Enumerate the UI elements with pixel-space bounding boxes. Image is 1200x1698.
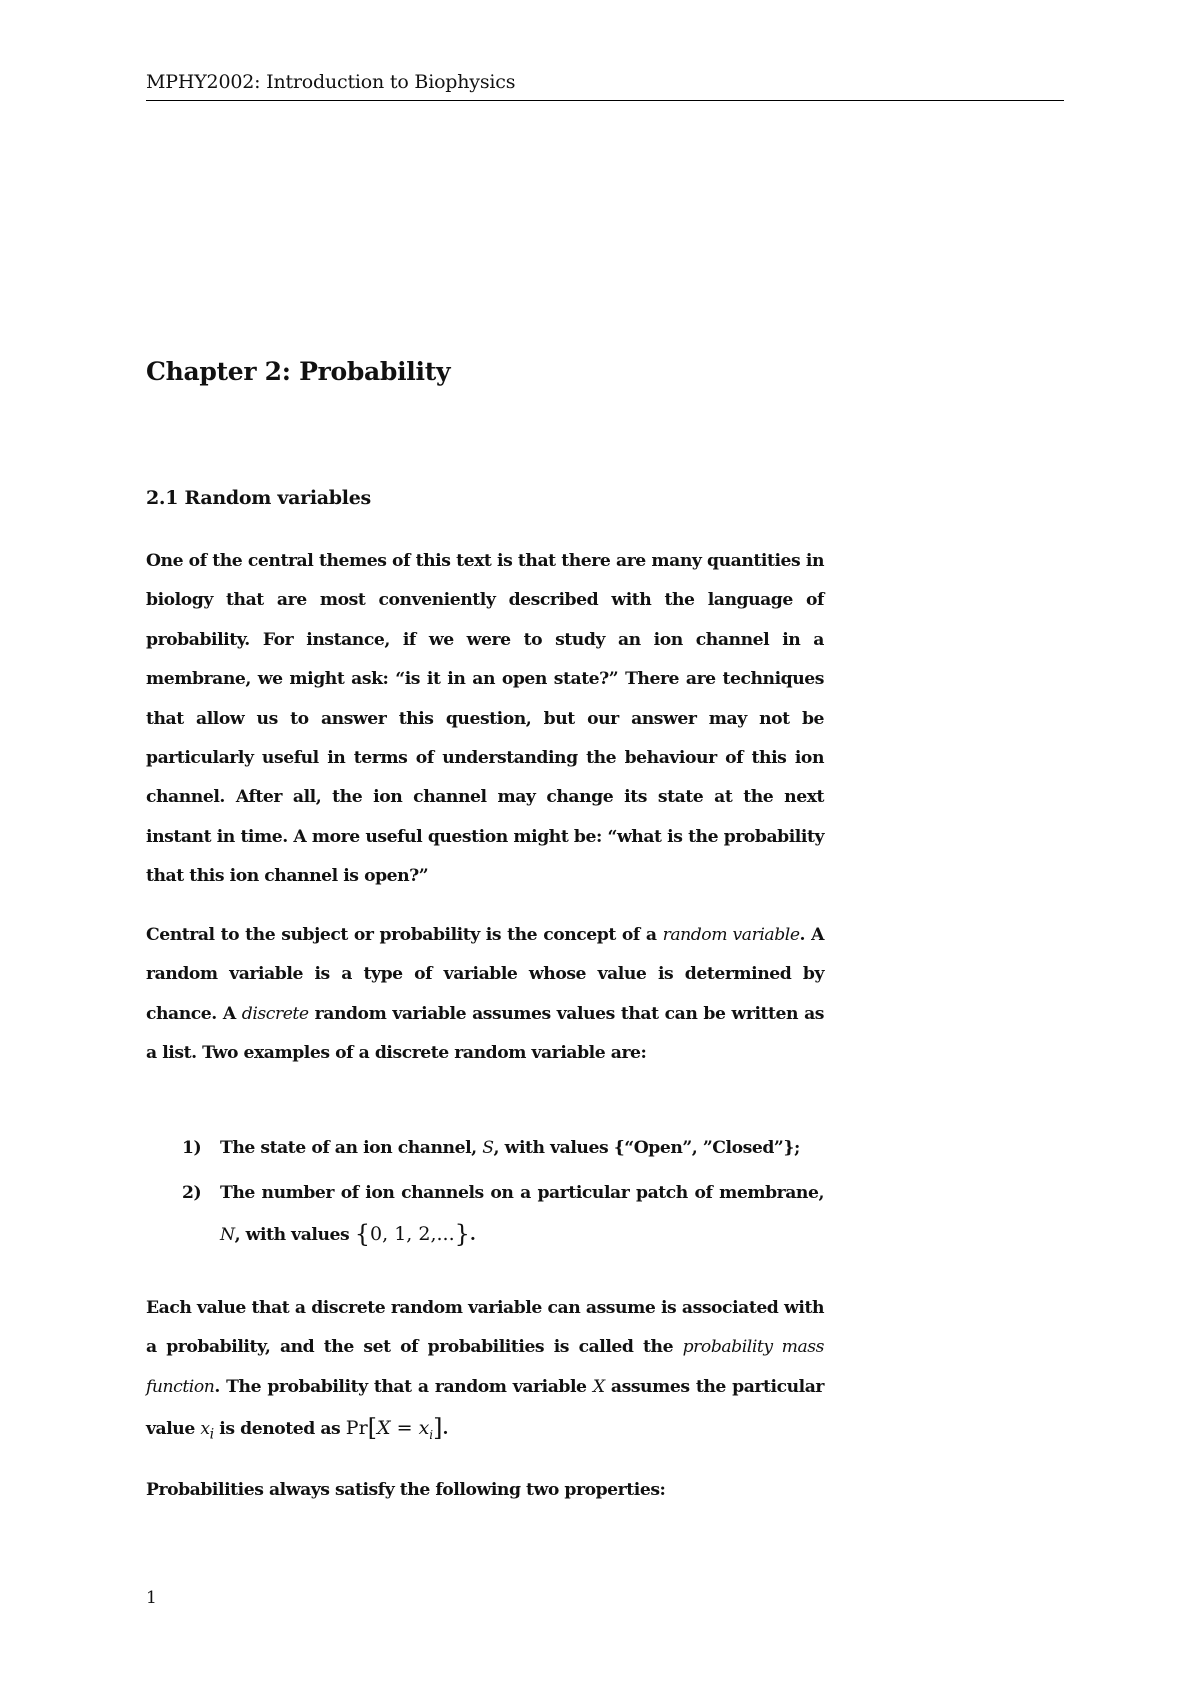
text-run: . The probability that a random variable xyxy=(214,1376,593,1397)
examples-list xyxy=(146,1136,824,1256)
text-run: The state of an ion channel, xyxy=(220,1138,483,1158)
text-run: is denoted as xyxy=(213,1419,346,1440)
text-run: The number of ion channels on a particular patch of membrane, xyxy=(220,1183,824,1203)
text-run: assumes the particular value xyxy=(146,1376,824,1440)
text-run: . xyxy=(469,1225,476,1246)
variable-symbol: x xyxy=(200,1419,210,1440)
subscript-symbol: i xyxy=(209,1426,214,1443)
list-item xyxy=(146,1174,824,1256)
text-run: , with values {“Open”, ”Closed”}; xyxy=(493,1138,800,1158)
paragraph-pmf xyxy=(146,1289,824,1455)
set-values: 0, 1, 2,... xyxy=(370,1223,455,1246)
list-number: 1) xyxy=(182,1138,202,1158)
variable-symbol: N xyxy=(220,1225,235,1246)
text-run: random variable assumes values that can be written as a list. Two examples of a discrete random variable are: xyxy=(146,1003,824,1064)
emphasis-term: probability mass function xyxy=(146,1337,825,1397)
text-run: . A random variable is a type of variable whose value is determined by chance. A xyxy=(146,925,824,1024)
chapter-title: Chapter 2: Probability xyxy=(146,357,451,386)
running-header: MPHY2002: Introduction to Biophysics xyxy=(146,70,1064,101)
brace-close: } xyxy=(454,1220,470,1249)
brace-open: { xyxy=(354,1220,371,1249)
section-heading: 2.1 Random variables xyxy=(146,487,371,509)
equals-sign: = xyxy=(390,1417,419,1440)
subscript-symbol: i xyxy=(429,1428,434,1443)
bracket-open: [ xyxy=(367,1414,378,1443)
text-run: Central to the subject or probability is the concept of a xyxy=(146,925,663,945)
variable-symbol: x xyxy=(418,1417,430,1440)
text-run: . xyxy=(442,1419,449,1440)
set-expression xyxy=(354,1220,470,1249)
variable-symbol: S xyxy=(482,1138,494,1158)
page-number: 1 xyxy=(146,1588,157,1608)
paragraph-random-variable xyxy=(146,916,824,1074)
pr-operator: Pr xyxy=(345,1417,368,1440)
emphasis-term: random variable xyxy=(662,925,800,945)
emphasis-term: discrete xyxy=(241,1003,309,1024)
probability-expression xyxy=(345,1414,443,1443)
list-number: 2) xyxy=(182,1183,202,1203)
paragraph-intro: One of the central themes of this text is that there are many quantities in biology that are most conveniently described with the language of probability. For instance, if we were to study an ion channel in a membrane, we might ask: “is it in an open state?” There are techniques that allow us to answer this question, but our answer may not be particularly useful in terms of understanding the behaviour of this ion channel. After all, the ion channel may change its state at the next instant in time. A more useful question might be: “what is the probability that this ion channel is open?” xyxy=(146,551,824,887)
variable-symbol: X xyxy=(592,1376,605,1397)
text-run: Each value that a discrete random variable can assume is associated with a probability, and the set of probabilities is called the xyxy=(146,1298,824,1358)
list-item xyxy=(146,1136,824,1160)
text-run: , with values xyxy=(234,1225,355,1246)
bracket-close: ] xyxy=(433,1414,443,1443)
paragraph-properties: Probabilities always satisfy the following two properties: xyxy=(146,1480,666,1500)
variable-symbol: X xyxy=(377,1417,391,1440)
